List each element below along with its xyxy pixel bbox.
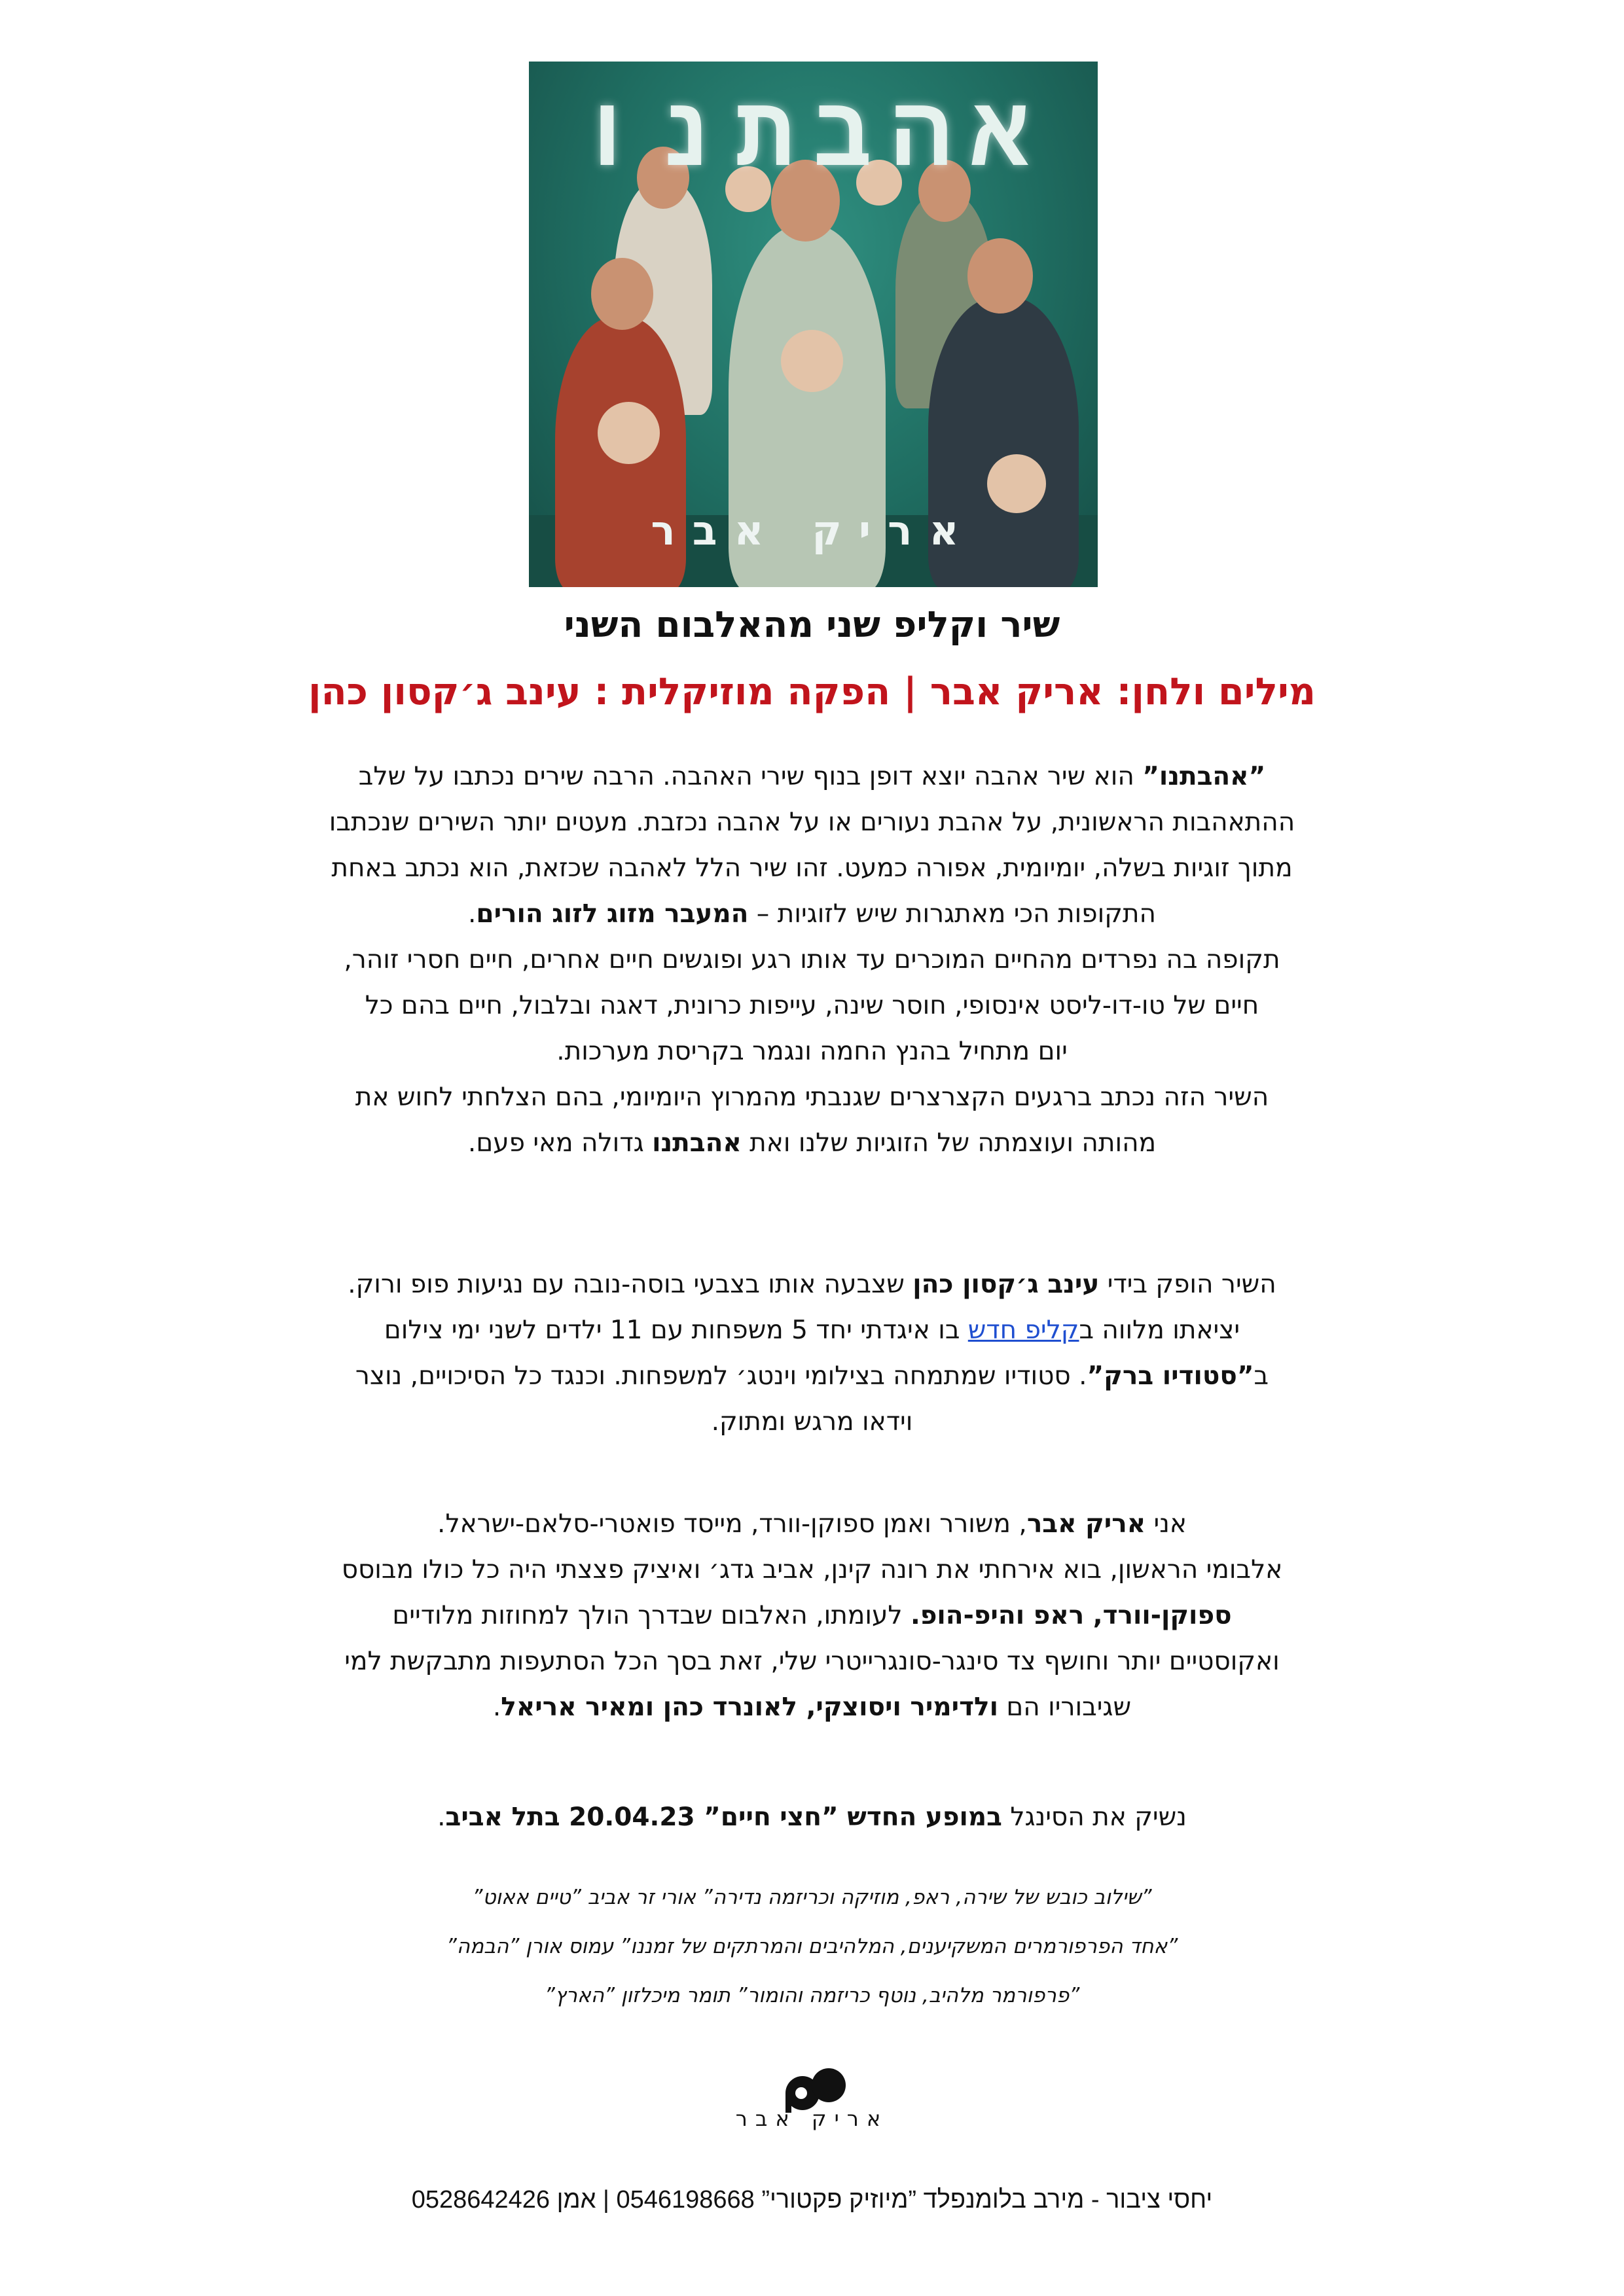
text-segment: השיר הופק בידי bbox=[1099, 1270, 1276, 1299]
text-line bbox=[151, 1121, 1473, 1166]
baby-figure bbox=[598, 402, 660, 464]
text-segment: . bbox=[468, 899, 477, 929]
text-line: ההתאהבות הראשונית, על אהבת נעורים או על אהבה נכזבת. מעטים יותר השירים שנכתבו bbox=[329, 808, 1295, 837]
text-line bbox=[151, 1262, 1473, 1308]
text-segment: ב bbox=[1254, 1361, 1269, 1391]
logo-artist-name: אריק אבר bbox=[735, 2106, 889, 2131]
figure-head bbox=[591, 258, 653, 330]
press-quote: ”אחד הפרפורמרים המשקיענים, המלהיבים והמרתקים של זמננו” עמוס אורן ”הבמה” bbox=[446, 1935, 1178, 1958]
bold-text: אריק אבר bbox=[1026, 1509, 1146, 1539]
cover-title: אהבתנו bbox=[577, 75, 1049, 188]
text-segment: . bbox=[492, 1693, 501, 1722]
text-segment: , משורר ואמן ספוקן-וורד, מייסד פואטרי-סלאם-ישראל. bbox=[437, 1509, 1027, 1539]
text-line: מתוך זוגיות בשלה, יומיומית, אפורה כמעט. זהו שיר הלל לאהבה שכזאת, הוא נכתב באחת bbox=[331, 853, 1293, 883]
press-quote: ”שילוב כובש של שירה, ראפ, מוזיקה וכריזמה נדירה” אורי זר אביב ”טיים אאוט” bbox=[472, 1886, 1152, 1909]
text-segment: נשיק את הסינגל bbox=[1001, 1803, 1187, 1832]
text-line bbox=[151, 1501, 1473, 1547]
text-segment: יציאתו מלווה ב bbox=[1079, 1316, 1240, 1345]
bold-text: המעבר מזוג לזוג הורים bbox=[476, 899, 749, 929]
paragraph-about-artist bbox=[151, 1501, 1473, 1731]
bold-text: ”סטודיו ברק” bbox=[1087, 1361, 1254, 1391]
text-segment: בו איגדתי יחד 5 משפחות עם 11 ילדים לשני ימי צילום bbox=[384, 1316, 968, 1345]
bold-text: ולדימיר ויסוצקי, לאונרד כהן ומאיר אריאל bbox=[501, 1693, 999, 1722]
paragraph-production bbox=[151, 1262, 1473, 1445]
text-line: תקופה בה נפרדים מהחיים המוכרים עד אותו רגע ופוגשים חיים אחרים, חיים חסרי זוהר, bbox=[344, 945, 1280, 975]
text-segment: שגיבוריו הם bbox=[998, 1693, 1132, 1722]
text-line bbox=[151, 1685, 1473, 1731]
text-line: ואקוסטיים יותר וחושף צד סינגר-סונגרייטרי שלי, זאת בסך הכל הסתעפות מתבקשת למי bbox=[344, 1647, 1280, 1676]
baby-figure bbox=[987, 454, 1046, 513]
text-line: וידאו מרגש ומתוק. bbox=[711, 1407, 913, 1437]
baby-figure bbox=[781, 330, 843, 392]
press-quote: ”פרפורמר מלהיב, נוטף כריזמה והומור” תומר מיכלזון ”הארץ” bbox=[544, 1984, 1080, 2007]
text-segment: מהותה ועוצמתה של הזוגיות שלנו ואת bbox=[741, 1128, 1157, 1158]
text-segment: התקופות הכי מאתגרות שיש לזוגיות – bbox=[748, 899, 1156, 929]
text-line: השיר הזה נכתב ברגעים הקצרצרים שגנבתי מהמרוץ היומיומי, בהם הצלחתי לחוש את bbox=[355, 1083, 1269, 1112]
text-segment: שצבעה אותו בצבעי בוסה-נובה עם נגיעות פופ ורוק. bbox=[348, 1270, 913, 1299]
bold-text: אהבתנו bbox=[652, 1128, 742, 1158]
text-line: חיים של טו-דו-ליסט אינסופי, חוסר שינה, עייפות כרונית, דאגה ובלבול, חיים בהם כל bbox=[365, 991, 1259, 1020]
text-line bbox=[151, 1308, 1473, 1354]
text-line: אלבומי הראשון, בוא אירחתי את רונה קינן, אביב גדג׳ ואיציק פצצתי היה כל כולו מבוסס bbox=[341, 1555, 1283, 1585]
text-segment: . סטודיו שמתמחה בצילומי וינטג׳ למשפחות. וכנגד כל הסיכויים, נוצר bbox=[355, 1361, 1087, 1391]
text-segment: אני bbox=[1146, 1509, 1187, 1539]
bold-text: ”אהבתנו” bbox=[1142, 762, 1266, 791]
text-line bbox=[151, 1354, 1473, 1399]
text-segment: . bbox=[437, 1803, 446, 1832]
text-segment: גדולה מאי פעם. bbox=[467, 1128, 653, 1158]
text-line bbox=[151, 1593, 1473, 1639]
press-quotes bbox=[151, 1873, 1473, 2020]
pr-contact-footer: יחסי ציבור - מירב בלומנפלד ”מיוזיק פקטורי” 0546198668 | אמן 0528642426 bbox=[411, 2186, 1213, 2214]
bold-text: במופע החדש ”חצי חיים” 20.04.23 בתל אביב bbox=[445, 1803, 1002, 1832]
cover-artist-name: אריק אבר bbox=[651, 507, 976, 554]
launch-announcement bbox=[151, 1795, 1473, 1840]
text-line bbox=[151, 891, 1473, 937]
album-cover bbox=[529, 62, 1098, 587]
credits-line: מילים ולחן: אריק אבר | הפקה מוזיקלית : עינב ג׳קסון כהן bbox=[308, 670, 1316, 713]
bold-text: עינב ג׳קסון כהן bbox=[912, 1270, 1100, 1299]
text-line: יום מתחיל בהנץ החמה ונגמר בקריסת מערכות. bbox=[556, 1037, 1068, 1066]
page-title: שיר וקליפ שני מהאלבום השני bbox=[564, 603, 1060, 645]
bold-text: ספוקן-וורד, ראפ והיפ-הופ. bbox=[910, 1601, 1232, 1630]
figure-head bbox=[967, 238, 1033, 314]
paragraph-song-story bbox=[151, 754, 1473, 1166]
text-line bbox=[151, 1795, 1473, 1840]
text-segment: לעומתו, האלבום שבדרך הולך למחוזות מלודיים bbox=[392, 1601, 911, 1630]
text-segment: הוא שיר אהבה יוצא דופן בנוף שירי האהבה. הרבה שירים נכתבו על שלב bbox=[358, 762, 1143, 791]
new-clip-link[interactable]: קליפ חדש bbox=[967, 1316, 1079, 1345]
text-line bbox=[151, 754, 1473, 800]
